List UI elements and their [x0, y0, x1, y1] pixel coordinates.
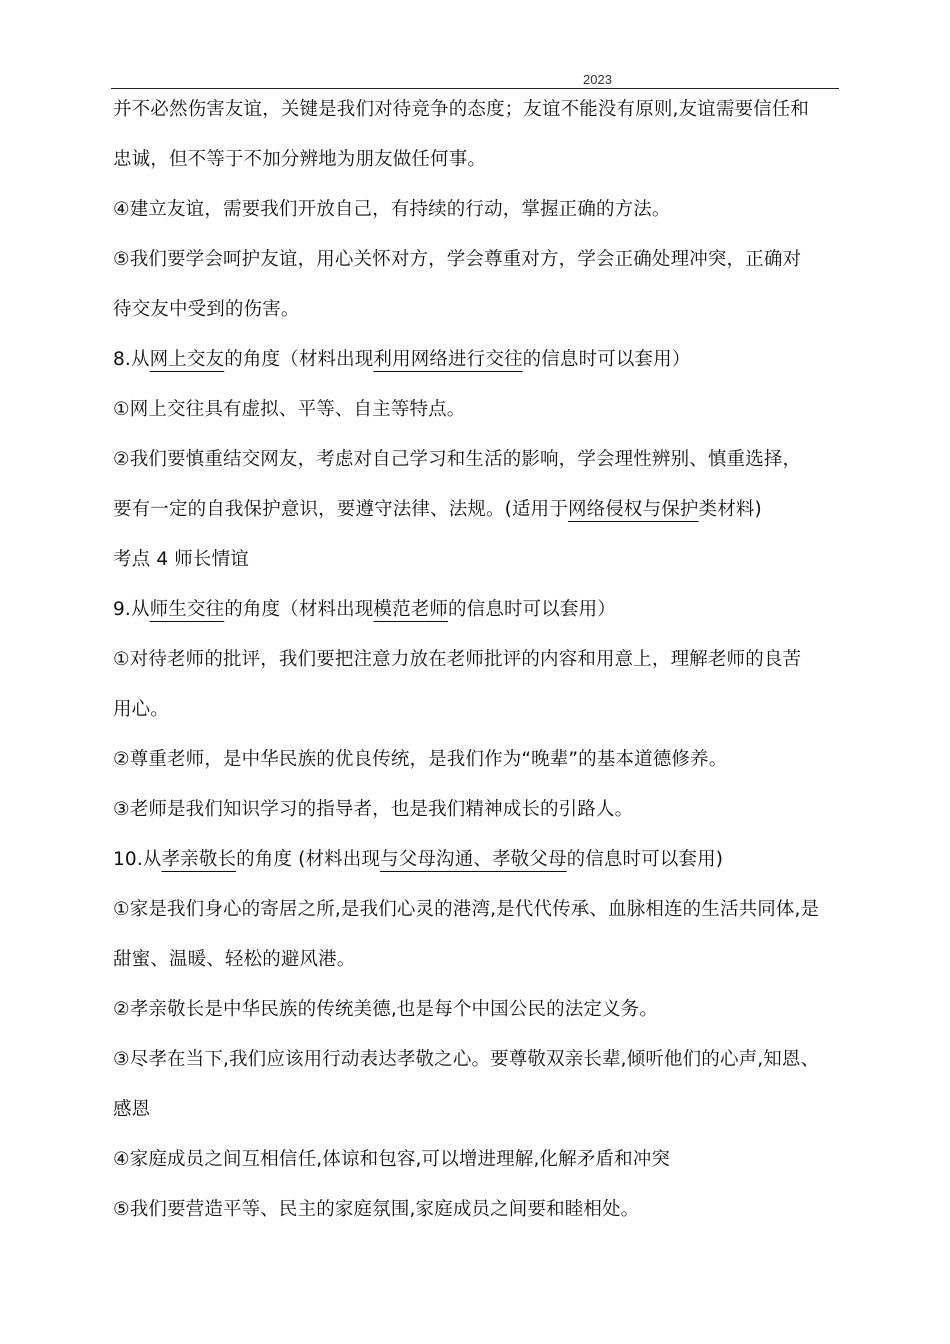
- text-line: [113, 693, 843, 743]
- text-segment: ④家庭成员之间互相信任,体谅和包容,可以增进理解,化解矛盾和冲突: [113, 1149, 671, 1170]
- underlined-keyword: 网络侵权与保护: [567, 499, 699, 520]
- text-segment: ①网上交往具有虚拟、平等、自主等特点。: [113, 399, 466, 420]
- underlined-keyword: 与父母沟通、孝敬父母: [380, 849, 567, 870]
- text-segment: 甜蜜、温暖、轻松的避风港。: [113, 949, 356, 970]
- text-line: [113, 343, 843, 393]
- text-segment: ①家是我们身心的寄居之所,是我们心灵的港湾,是代代传承、血脉相连的生活共同体,是: [113, 899, 820, 920]
- text-line: [113, 793, 843, 843]
- text-segment: 的角度（材料出现: [224, 349, 374, 370]
- text-line: [113, 1043, 843, 1093]
- underlined-keyword: 孝亲敬长: [161, 849, 237, 870]
- text-segment: 类材料): [698, 499, 762, 520]
- text-line: [113, 143, 843, 193]
- underlined-keyword: 师生交往: [149, 599, 225, 620]
- text-line: [113, 243, 843, 293]
- text-segment: 的信息时可以套用): [566, 849, 724, 870]
- text-segment: 要有一定的自我保护意识，要遵守法律、法规。(适用于: [113, 499, 568, 520]
- text-segment: 忠诚，但不等于不加分辨地为朋友做任何事。: [113, 149, 487, 170]
- text-line: [113, 193, 843, 243]
- text-segment: 的角度 (材料出现: [236, 849, 381, 870]
- text-line: [113, 293, 843, 343]
- text-line: [113, 1193, 843, 1243]
- text-segment: 的信息时可以套用）: [448, 599, 616, 620]
- text-line: [113, 943, 843, 993]
- text-segment: ④建立友谊，需要我们开放自己，有持续的行动，掌握正确的方法。: [113, 199, 671, 220]
- text-segment: ⑤我们要营造平等、民主的家庭氛围,家庭成员之间要和睦相处。: [113, 1199, 640, 1220]
- text-segment: 9.从: [113, 599, 150, 620]
- text-segment: 的角度（材料出现: [224, 599, 374, 620]
- document-body: [113, 93, 843, 1243]
- text-segment: 用心。: [113, 699, 169, 720]
- text-segment: ③老师是我们知识学习的指导者，也是我们精神成长的引路人。: [113, 799, 634, 820]
- text-segment: ②我们要慎重结交网友，考虑对自己学习和生活的影响，学会理性辨别、慎重选择，: [113, 449, 802, 470]
- text-line: [113, 893, 843, 943]
- text-line: [113, 543, 843, 593]
- text-line: [113, 843, 843, 893]
- underlined-keyword: 模范老师: [373, 599, 449, 620]
- text-line: [113, 643, 843, 693]
- text-segment: 10.从: [113, 849, 162, 870]
- text-segment: ③尽孝在当下,我们应该用行动表达孝敬之心。要尊敬双亲长辈,倾听他们的心声,知恩、: [113, 1049, 820, 1070]
- text-segment: ①对待老师的批评，我们要把注意力放在老师批评的内容和用意上，理解老师的良苦: [113, 649, 802, 670]
- text-line: [113, 1093, 843, 1143]
- text-line: [113, 393, 843, 443]
- text-segment: 的信息时可以套用）: [522, 349, 691, 370]
- text-segment: 并不必然伤害友谊，关键是我们对待竞争的态度；友谊不能没有原则,友谊需要信任和: [113, 99, 810, 120]
- text-line: [113, 743, 843, 793]
- text-line: [113, 93, 843, 143]
- header-divider: [111, 88, 839, 89]
- text-line: [113, 593, 843, 643]
- text-line: [113, 993, 843, 1043]
- header-year: 2023: [583, 72, 612, 87]
- text-line: [113, 493, 843, 543]
- underlined-keyword: 利用网络进行交往: [373, 349, 523, 370]
- text-segment: ②孝亲敬长是中华民族的传统美德,也是每个中国公民的法定义务。: [113, 999, 658, 1020]
- text-segment: 感恩: [113, 1099, 151, 1120]
- text-segment: 8.从: [113, 349, 150, 370]
- text-segment: ②尊重老师，是中华民族的优良传统，是我们作为“晚辈”的基本道德修养。: [113, 749, 728, 770]
- text-segment: 待交友中受到的伤害。: [113, 299, 300, 320]
- text-segment: 考点 4 师长情谊: [113, 549, 249, 570]
- underlined-keyword: 网上交友: [149, 349, 225, 370]
- text-segment: ⑤我们要学会呵护友谊，用心关怀对方，学会尊重对方，学会正确处理冲突，正确对: [113, 249, 802, 270]
- text-line: [113, 1143, 843, 1193]
- text-line: [113, 443, 843, 493]
